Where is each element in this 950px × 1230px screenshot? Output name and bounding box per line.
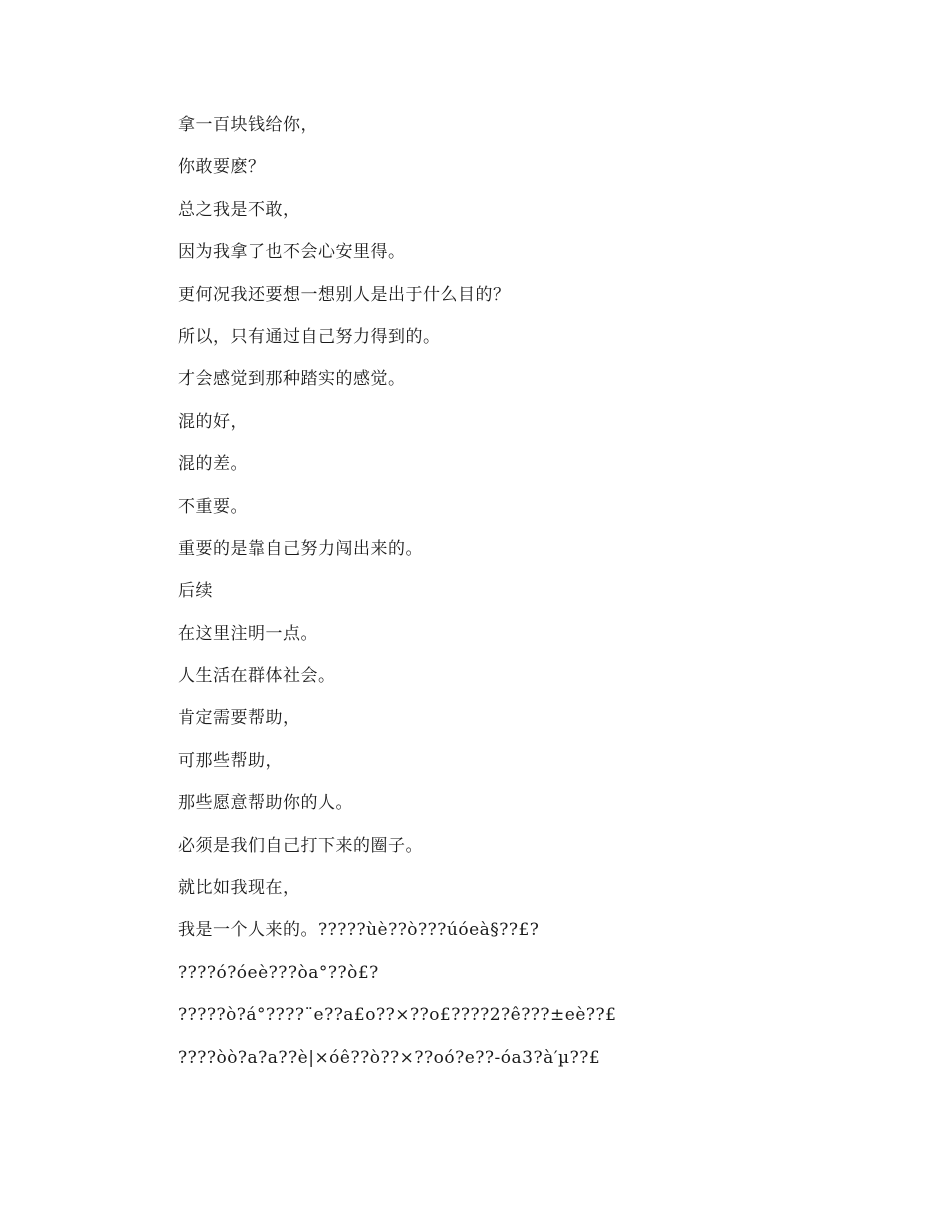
text-line: 就比如我现在， bbox=[178, 878, 301, 899]
text-line: 你敢要麽？ bbox=[178, 157, 266, 178]
text-line: 人生活在群体社会。 bbox=[178, 666, 336, 687]
text-line: 总之我是不敢， bbox=[178, 199, 301, 220]
text-line: 因为我拿了也不会心安里得。 bbox=[178, 242, 406, 263]
text-line: 所以，只有通过自己努力得到的。 bbox=[178, 326, 441, 347]
text-line: 混的好， bbox=[178, 411, 248, 432]
text-line: 我是一个人来的。?????ùè??ò???úóeà§??£? bbox=[178, 920, 540, 941]
text-line: 更何况我还要想一想别人是出于什么目的？ bbox=[178, 284, 511, 305]
text-line: 才会感觉到那种踏实的感觉。 bbox=[178, 369, 406, 390]
text-line: 可那些帮助， bbox=[178, 750, 283, 771]
text-line: ?????ò?á°????¨e??a£o??×??o£????2?ê???±eè??£ bbox=[178, 1005, 617, 1026]
text-line: 肯定需要帮助， bbox=[178, 708, 301, 729]
text-line: 后续 bbox=[178, 581, 213, 602]
text-line: 必须是我们自己打下来的圈子。 bbox=[178, 835, 423, 856]
document-body bbox=[178, 112, 878, 1087]
text-line: 在这里注明一点。 bbox=[178, 623, 318, 644]
text-line: 混的差。 bbox=[178, 454, 248, 475]
text-line: 拿一百块钱给你， bbox=[178, 115, 318, 135]
text-line: 不重要。 bbox=[178, 496, 248, 517]
text-line: 重要的是靠自己努力闯出来的。 bbox=[178, 538, 423, 559]
text-line: ????ó?óeè???òa°??ò£? bbox=[178, 962, 379, 983]
text-line: 那些愿意帮助你的人。 bbox=[178, 793, 353, 814]
text-line: ????òò?a?a??è|×óê??ò??×??oó?e??-óa3?à′µ??£ bbox=[178, 1047, 601, 1068]
